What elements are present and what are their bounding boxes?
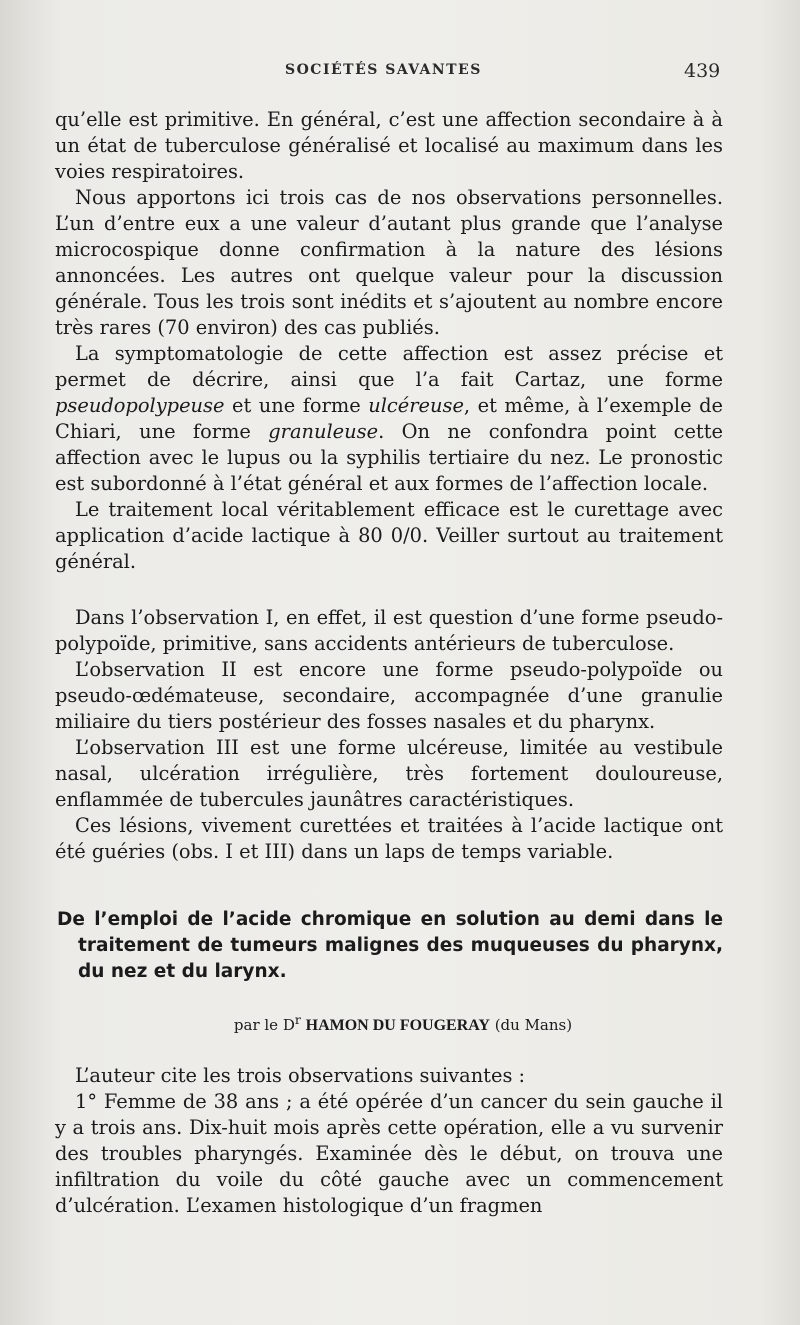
paragraph-3-text-d: . On ne confondra point cette affection avec le lupus ou la syphilis tertiaire du nez. Le pronostic est subordonné à l’état général et aux formes de l’affection locale. (55, 420, 723, 495)
page-header (0, 60, 800, 90)
term-ulcereuse: ulcéreuse (368, 394, 464, 417)
paragraph-2: Nous apportons ici trois cas de nos observations personnelles. L’un d’entre eux a une valeur d’autant plus grande que l’analyse microcospique donne confirmation à la nature des lésions annoncées. Les autres ont quelque valeur pour la discussion générale. Tous les trois sont inédits et s’ajoutent au nombre encore très rares (70 environ) des cas publiés. (55, 186, 723, 339)
term-granuleuse: granuleuse (268, 420, 379, 443)
paragraph-8: Ces lésions, vivement curettées et traitées à l’acide lactique ont été guéries (obs. I et III) dans un laps de temps variable. (55, 814, 723, 863)
paragraph-1: qu’elle est primitive. En général, c’est une affection secondaire à à un état de tuberculose généralisé et localisé au maximum dans les voies respiratoires. (55, 108, 723, 183)
byline-suffix: (du Mans) (489, 1016, 573, 1034)
running-title: SOCIÉTÉS SAVANTES (285, 62, 482, 78)
byline-prefix: par le D (233, 1016, 295, 1034)
paragraph-5: Dans l’observation I, en effet, il est question d’une forme pseudo-polypoïde, primitive, sans accidents antérieurs de tuberculose. (55, 606, 723, 655)
body-text (55, 107, 723, 1219)
paragraph-4: Le traitement local véritablement efficace est le curettage avec application d’acide lactique à 80 0/0. Veiller surtout au traitement général. (55, 498, 723, 573)
paragraph-7: L’observation III est une forme ulcéreuse, limitée au vestibule nasal, ulcération irrégulière, très fortement douloureuse, enflammée de tubercules jaunâtres caractéristiques. (55, 736, 723, 811)
paragraph-3-text-c: , et même, à l’exemple de Chiari, une forme (55, 394, 723, 443)
byline-superscript: r (294, 1012, 301, 1027)
author-name: HAMON DU FOUGERAY (305, 1017, 490, 1034)
page-number: 439 (684, 60, 721, 82)
term-pseudopolypeuse: pseudopolypeuse (55, 394, 225, 417)
paragraph-3-text-a: La symptomatologie de cette affection est assez précise et permet de décrire, ainsi que l’a fait Cartaz, une forme (55, 342, 723, 391)
section-title: De l’emploi de l’acide chromique en solution au demi dans le traitement de tumeurs malignes des muqueuses du pharynx, du nez et du larynx. (57, 909, 723, 982)
byline (55, 1007, 723, 1039)
paragraph-3 (55, 341, 723, 497)
paragraph-10: 1° Femme de 38 ans ; a été opérée d’un cancer du sein gauche il y a trois ans. Dix-huit mois après cette opération, elle a vu survenir des troubles pharyngés. Examinée dès le début, on trouva une infiltration du voile du côté gauche avec un commencement d’ulcération. L’examen histologique d’un fragmen (55, 1090, 723, 1217)
section-gap (55, 865, 723, 907)
paragraph-9: L’auteur cite les trois observations suivantes : (75, 1064, 526, 1087)
paragraph-6: L’observation II est encore une forme pseudo-polypoïde ou pseudo-œdémateuse, secondaire, accompagnée d’une granulie miliaire du tiers postérieur des fosses nasales et du pharynx. (55, 658, 723, 733)
paragraph-gap (55, 575, 723, 605)
paragraph-3-text-b: et une forme (224, 394, 369, 417)
